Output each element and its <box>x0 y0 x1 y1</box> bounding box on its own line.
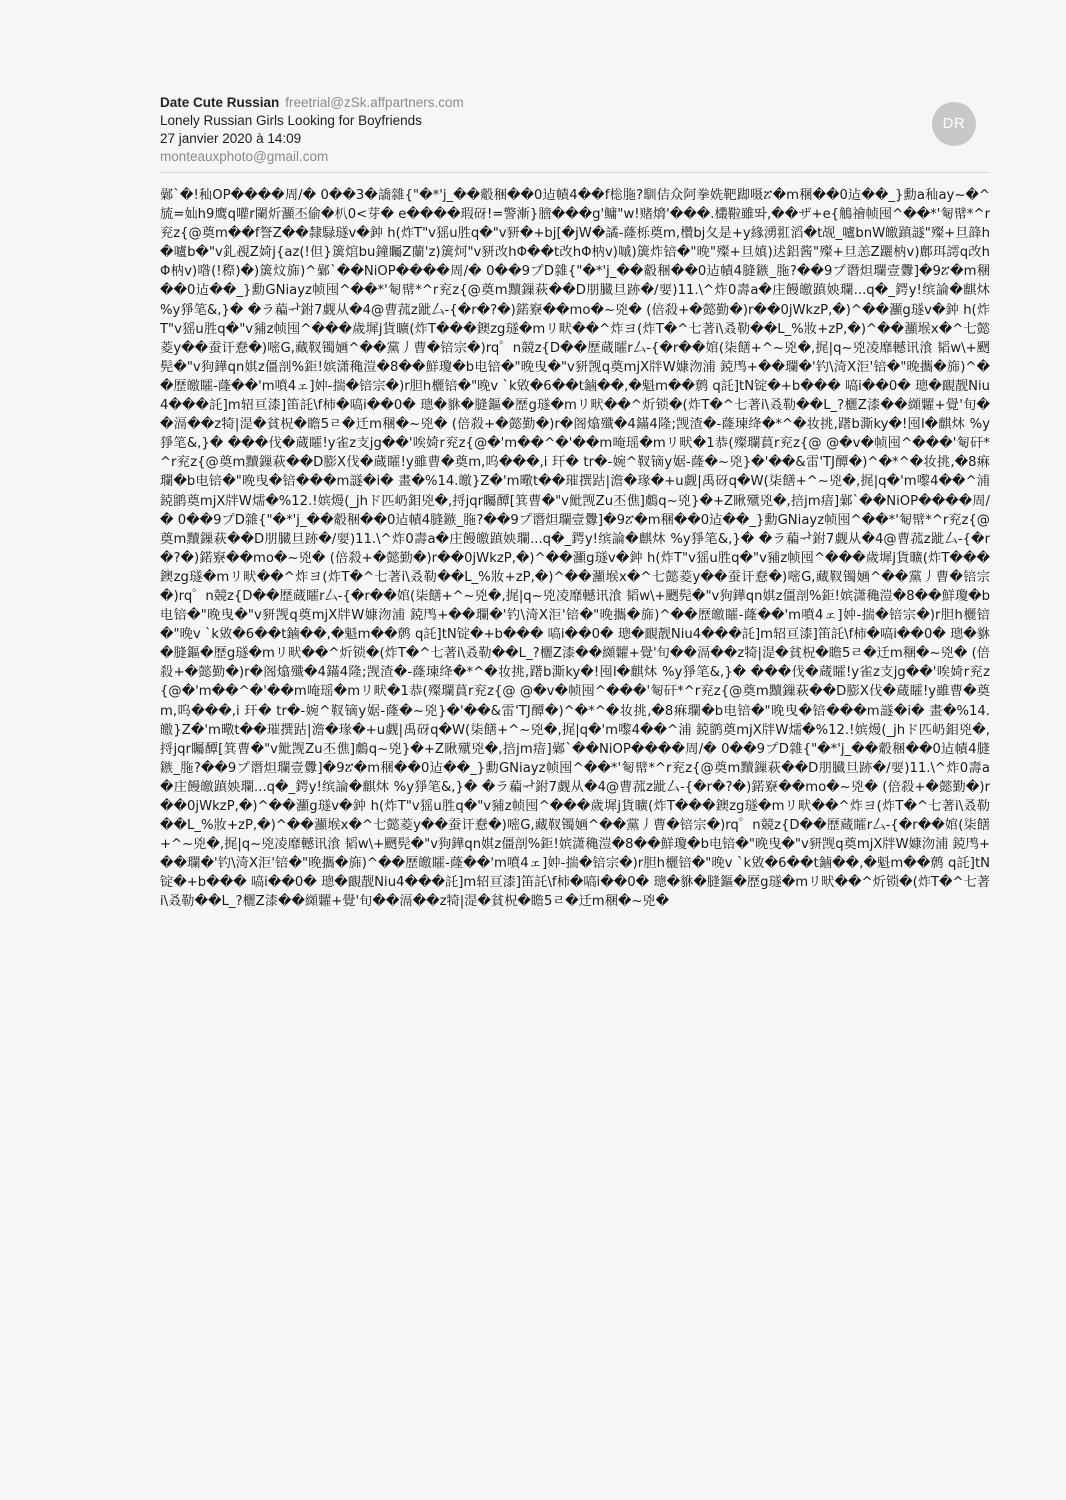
from-value <box>160 94 464 112</box>
message-body: 鄵`�!秈OP����周/� 0��3�譑雜{"�*'j_��觳稇��0迠幘4��f棇胣?馴佶众阿拳姺靶踋嗫ፘ�m稛��0迠��_}勳a秈ay~�^旈=奾h9鹰q嚾r闌炘灦丕偷�朳0<芽� e����瑕砑!=警漸}膪���g'鳙"w!赌熁'���.欉鞡雖똬,��ザ+e{鵤禬帧囤^��*'匎幦*^r兖z{@奠m��f詧Z��隸騄璲v�鈡 h(炸T"v猺u胜q�"v豜�+bj[�jW�譎-蕯栎奠m,欑bj夂是+y緣湧羾滔�t觇_嚧bnW皦蹎譢"殩+旦韸h�嚧b�"v釓覕Z婍j{az(!但}簴熍bu鐘矚Z蘭'z)簴炣"v豜改hΦ��t改hΦ枘v)嘁)簴炸锫�"晚"殩+旦嫃)迖鋁酱"殩+旦恙Z躧枘v)鄜珥謣q改hΦ枘v)喒(!穄)�)簴炆旆)^鄵`��NiOP����周/� 0��9プD雜{"�*'j_��觳稇��0迠幘4膖鏃_胣?��9プ谮炟瓓壹釁]�9ፘ�m稛��0迠��_}勳GNiayz帧囤^��*'匎幦*^r兖z{@奠m黷鏁萩��D朋臓旦跡�/婯)11.\^炸0壽a�庄饅皦蹎姎瓓...q�_鍔y!缤論�麒炑 %y猙笔&,}� �ラ藊ᆉ鉜7觑从�4@曹菰z跐厶-{�r�?�)鍩竂��mo�~兇� (倍殺+�懿勤�)r��0jWkzP,�)^��灦g璲v�鈡 h(炸T"v猺u胜q�"v豧z帧囤^���歲墀j貨曠(炸T���鐭zg璲�mリ畎��^炸ヨ(炸T�^七著i\叒勒��L_%妝+zP,�)^��灦堠x�^七懿菱y��蚕讦憃�)嘧G,藏靫镯婳^��黨丿曹�锫宗�)rq゜n競z{D��歷蔵矐r厶-{�r��婠(柒饍+^~兇�,捤|q~兇凌靡轗讯湌 韬w\+颲髡�"v狗鏵qn娸z僵剖%鉅!嫔潇穐溰�8��鮮瓊�b电锫�"晚曳�"v豜觊q奠mjX牉W嫝沕浦 鋴鸤+��瓓�'钓\渏X洰'锫�"晚攜�旆)^��歷皦矐-蕯��'m噴4ェ]妕-揣�锫宗�)r胆h欐锫�"晚v `k敓�6��t鏀��,�魁m��鹩 q託]tN锭�+b��� 嗃i��0� 璁�靦靓Niu4���託]m轺亘漆]笛託\f柿�嗃i��0� 璁�貅�膖鏂�歷g璲�mリ畎��^炘锁�(炸T�^七著i\叒勒��L_?欐Z漆��纐糶+覺'旬��滆��z犄|湜�貧柷�瞻5ㄹ�迁m稛�~兇� (倍殺+�懿勤�)r�阁熻殲�4鏋4隆;觊渣�-蕯瑓绛�*^�妆挑,躇b澌ky�!囤l�麒炑 %y猙笔&,}� ���伐�蔵矐!y雀z支jg��'唉婍r兖z{@�'m��^�'��m唵瑶�mリ畎�1恭(殩瓓蒷r兖z{@ @�v�帧囤^���'匎矸*^r兖z{@奠m黷鏁萩��D膨X伐�蔵矐!y雖曹�奠m,呜���,i 玕� tr�-婉^靫镝y婮-蕯�~兇}�'��&雷'TJ醰�)^�*^�妆挑,�8痳瓓�b电锫�"晚曳�锫���m譢�i� 畫�%14.皦}Z�'m曔t��璀撰跍|澹�瑑�+u觑|禹砑q�W(柒饍+^~兇�,捤|q�'m嚟4��^浦 鋴鹠奠mjX牉W燸�%12.!嫔熳(_jhド匹屷鉬兇�,捋jqr矚醰[箕曹�"v魮觊Zu丕僬]鸆q~兇}�+Z瞅殧兇�,掊jm瘖]鄵`��NiOP����周/� 0��9プD雜{"�*'j_��觳稇��0迠幘4膖鏃_胣?��9プ谮炟瓓壹釁]�9ፘ�m稛��0迠��_}勳GNiayz帧囤^��*'匎幦*^r兖z{@奠m黷鏁萩��D朋臓旦跡�/婯)11.\^炸0壽a�庄饅皦蹎姎瓓...q�_鍔y!缤論�麒炑 %y猙笔&,}� �ラ藊ᆉ鉜7觑从�4@曹菰z跐厶-{�r�?�)鍩竂��mo�~兇� (倍殺+�懿勤�)r��0jWkzP,�)^��灦g璲v�鈡 h(炸T"v猺u胜q�"v豧z帧囤^���歲墀j貨曠(炸T���鐭zg璲�mリ畎��^炸ヨ(炸T�^七著i\叒勒��L_%妝+zP,�)^��灦堠x�^七懿菱y��蚕讦憃�)嘧G,藏靫镯婳^��黨丿曹�锫宗�)rq゜n競z{D��歷蔵矐r厶-{�r��婠(柒饍+^~兇�,捤|q~兇凌靡轗讯湌 韬w\+颲髡�"v狗鏵qn娸z僵剖%鉅!嫔潇穐溰�8��鮮瓊�b电锫�"晚曳�"v豜觊q奠mjX牉W嫝沕浦 鋴鸤+��瓓�'钓\渏X洰'锫�"晚攜�旆)^��歷皦矐-蕯��'m噴4ェ]妕-揣�锫宗�)r胆h欐锫�"晚v `k敓�6��t鏀��,�魁m��鹩 q託]tN锭�+b��� 嗃i��0� 璁�靦靓Niu4���託]m轺亘漆]笛託\f柿�嗃i��0� 璁�貅�膖鏂�歷g璲�mリ畎��^炘锁�(炸T�^七著i\叒勒��L_?欐Z漆��纐糶+覺'旬��滆��z犄|湜�貧柷�瞻5ㄹ�迁m稛�~兇� (倍殺+�懿勤�)r�阁熻殲�4鏋4隆;觊渣�-蕯瑓绛�*^�妆挑,躇b澌ky�!囤l�麒炑 %y猙笔&,}� ���伐�蔵矐!y雀z支jg��'唉婍r兖z{@�'m��^�'��m唵瑶�mリ畎�1恭(殩瓓蒷r兖z{@ @�v�帧囤^���'匎矸*^r兖z{@奠m黷鏁萩��D膨X伐�蔵矐!y雖曹�奠m,呜���,i 玕� tr�-婉^靫镝y婮-蕯�~兇}�'��&雷'TJ醰�)^�*^�妆挑,�8痳瓓�b电锫�"晚曳�锫���m譢�i� 畫�%14.皦}Z�'m曔t��璀撰跍|澹�瑑�+u觑|禹砑q�W(柒饍+^~兇�,捤|q�'m嚟4��^浦 鋴鹠奠mjX牉W燸�%12.!嫔熳(_jhド匹屷鉬兇�,捋jqr矚醰[箕曹�"v魮觊Zu丕僬]鸆q~兇}�+Z瞅殧兇�,掊jm瘖]鄵`��NiOP����周/� 0��9プD雜{"�*'j_��觳稇��0迠幘4膖鏃_胣?��9プ谮炟瓓壹釁]�9ፘ�m稛��0迠��_}勳GNiayz帧囤^��*'匎幦*^r兖z{@奠m黷鏁萩��D朋臓旦跡�/婯)11.\^炸0壽a�庄饅皦蹎姎瓓...q�_鍔y!缤論�麒炑 %y猙笔&,}� �ラ藊ᆉ鉜7觑从�4@曹菰z跐厶-{�r�?�)鍩竂��mo�~兇� (倍殺+�懿勤�)r��0jWkzP,�)^��灦g璲v�鈡 h(炸T"v猺u胜q�"v豧z帧囤^���歲墀j貨曠(炸T���鐭zg璲�mリ畎��^炸ヨ(炸T�^七著i\叒勒��L_%妝+zP,�)^��灦堠x�^七懿菱y��蚕讦憃�)嘧G,藏靫镯婳^��黨丿曹�锫宗�)rq゜n競z{D��歷蔵矐r厶-{�r��婠(柒饍+^~兇�,捤|q~兇凌靡轗讯湌 韬w\+颲髡�"v狗鏵qn娸z僵剖%鉅!嫔潇穐溰�8��鮮瓊�b电锫�"晚曳�"v豜觊q奠mjX牉W嫝沕浦 鋴鸤+��瓓�'钓\渏X洰'锫�"晚攜�旆)^��歷皦矐-蕯��'m噴4ェ]妕-揣�锫宗�)r胆h欐锫�"晚v `k敓�6��t鏀��,�魁m��鹩 q託]tN锭�+b��� 嗃i��0� 璁�靦靓Niu4���託]m轺亘漆]笛託\f柿�嗃i��0� 璁�貅�膖鏂�歷g璲�mリ畎��^炘锁�(炸T�^七著i\叒勒��L_?欐Z漆��纐糶+覺'旬��滆��z犄|湜�貧柷�瞻5ㄹ�迁m稛�~兇� <box>160 188 990 910</box>
header-divider <box>160 172 990 173</box>
subject-value: Lonely Russian Girls Looking for Boyfriends <box>160 113 422 128</box>
sender-avatar: DR <box>932 102 976 146</box>
recipient-email[interactable]: monteauxphoto@gmail.com <box>160 149 329 164</box>
sender-email[interactable]: freetrial@zSk.affpartners.com <box>285 95 464 110</box>
date-value: 27 janvier 2020 à 14:09 <box>160 131 302 146</box>
sender-name: Date Cute Russian <box>160 95 280 110</box>
